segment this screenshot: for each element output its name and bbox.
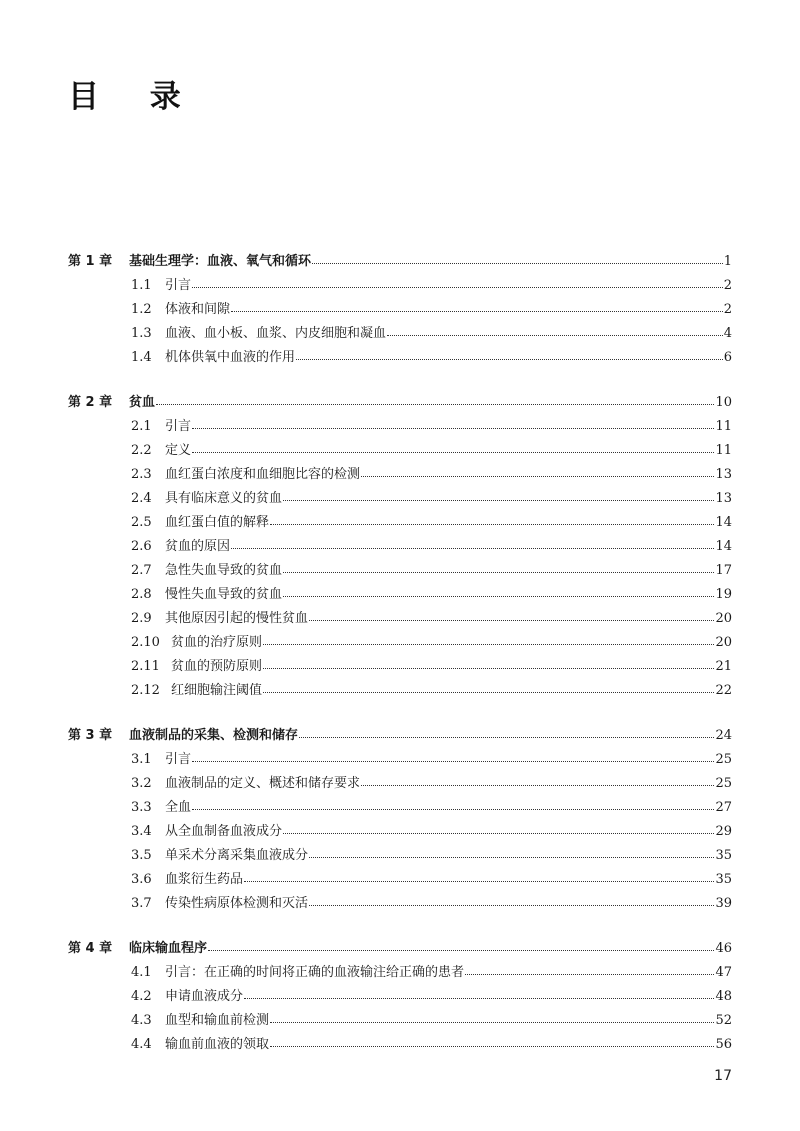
toc-section-entry bbox=[131, 346, 732, 370]
toc-section-entry bbox=[131, 655, 732, 679]
toc-entry-title: 输血前血液的领取 bbox=[165, 1037, 270, 1052]
toc-entry-page: 56 bbox=[715, 1037, 732, 1052]
toc-dot-leader bbox=[283, 571, 714, 573]
toc-dot-leader bbox=[156, 403, 714, 405]
toc-entry-page: 13 bbox=[715, 467, 732, 482]
toc-entry-title: 血液、血小板、血浆、内皮细胞和凝血 bbox=[165, 326, 387, 341]
toc-section-entry bbox=[131, 631, 732, 655]
toc-dot-leader bbox=[296, 358, 723, 360]
toc-entry-title: 贫血的预防原则 bbox=[171, 659, 263, 674]
toc-entry-title: 急性失血导致的贫血 bbox=[165, 563, 283, 578]
toc-dot-leader bbox=[244, 997, 714, 999]
toc-dot-leader bbox=[283, 595, 714, 597]
toc-entry-title: 贫血的原因 bbox=[165, 539, 231, 554]
toc-section-entry bbox=[131, 748, 732, 772]
toc-dot-leader bbox=[263, 643, 714, 645]
toc-entry-number: 2.9 bbox=[131, 611, 152, 626]
toc-section-entry bbox=[131, 985, 732, 1009]
toc-entry-number: 第 3 章 bbox=[68, 728, 113, 743]
toc-entry-title: 机体供氧中血液的作用 bbox=[165, 350, 296, 365]
toc-section-entry bbox=[131, 820, 732, 844]
toc-dot-leader bbox=[263, 691, 714, 693]
toc-entry-page: 20 bbox=[715, 635, 732, 650]
toc-dot-leader bbox=[192, 808, 714, 810]
toc-chapter-entry bbox=[68, 724, 732, 748]
toc-entry-page: 6 bbox=[723, 350, 732, 365]
toc-section-entry bbox=[131, 892, 732, 916]
toc-entry-number: 4.2 bbox=[131, 989, 152, 1004]
toc-entry-number: 第 1 章 bbox=[68, 254, 113, 269]
toc-dot-leader bbox=[309, 619, 714, 621]
toc-entry-page: 1 bbox=[723, 254, 732, 269]
toc-entry-page: 11 bbox=[715, 443, 732, 458]
toc-section-entry bbox=[131, 679, 732, 703]
toc-entry-page: 52 bbox=[715, 1013, 732, 1028]
toc-entry-title: 从全血制备血液成分 bbox=[165, 824, 283, 839]
toc-entry-page: 2 bbox=[723, 302, 732, 317]
toc-chapter-entry bbox=[68, 391, 732, 415]
toc-entry-title: 全血 bbox=[165, 800, 192, 815]
toc-entry-title: 引言 bbox=[165, 752, 192, 767]
toc-entry-title: 血浆衍生药品 bbox=[165, 872, 244, 887]
toc-entry-page: 29 bbox=[715, 824, 732, 839]
toc-entry-title: 临床输血程序 bbox=[129, 941, 208, 956]
toc-section-entry bbox=[131, 844, 732, 868]
toc-section-entry bbox=[131, 415, 732, 439]
toc-entry-number: 2.2 bbox=[131, 443, 152, 458]
toc-dot-leader bbox=[192, 286, 723, 288]
toc-section-entry bbox=[131, 583, 732, 607]
toc-entry-title: 引言 bbox=[165, 419, 192, 434]
toc-entry-title: 血红蛋白浓度和血细胞比容的检测 bbox=[165, 467, 361, 482]
toc-entry-number: 2.3 bbox=[131, 467, 152, 482]
toc-entry-title: 定义 bbox=[165, 443, 192, 458]
toc-chapter-entry bbox=[68, 937, 732, 961]
toc-entry-page: 35 bbox=[715, 872, 732, 887]
toc-chapter-entry bbox=[68, 250, 732, 274]
toc-entry-page: 11 bbox=[715, 419, 732, 434]
toc-entry-number: 1.3 bbox=[131, 326, 152, 341]
toc-entry-title: 贫血 bbox=[129, 395, 156, 410]
toc-entry-page: 20 bbox=[715, 611, 732, 626]
toc-entry-page: 46 bbox=[715, 941, 732, 956]
toc-entry-page: 25 bbox=[715, 752, 732, 767]
toc-entry-title: 血红蛋白值的解释 bbox=[165, 515, 270, 530]
toc-dot-leader bbox=[270, 1045, 714, 1047]
toc-section-entry bbox=[131, 439, 732, 463]
toc-dot-leader bbox=[270, 523, 714, 525]
toc-entry-number: 1.2 bbox=[131, 302, 152, 317]
toc-dot-leader bbox=[192, 451, 714, 453]
toc-entry-title: 贫血的治疗原则 bbox=[171, 635, 263, 650]
toc-section-entry bbox=[131, 322, 732, 346]
toc-entry-title: 引言：在正确的时间将正确的血液输注给正确的患者 bbox=[165, 965, 465, 980]
toc-entry-page: 24 bbox=[715, 728, 732, 743]
toc-dot-leader bbox=[270, 1021, 714, 1023]
toc-entry-number: 2.11 bbox=[131, 659, 160, 674]
toc-entry-title: 基础生理学：血液、氧气和循环 bbox=[129, 254, 312, 269]
toc-entry-number: 3.3 bbox=[131, 800, 152, 815]
toc-dot-leader bbox=[244, 880, 714, 882]
toc-entry-number: 4.3 bbox=[131, 1013, 152, 1028]
toc-entry-number: 2.5 bbox=[131, 515, 152, 530]
toc-section-entry bbox=[131, 535, 732, 559]
toc-dot-leader bbox=[231, 547, 714, 549]
toc-entry-number: 2.6 bbox=[131, 539, 152, 554]
toc-dot-leader bbox=[263, 667, 714, 669]
toc-entry-number: 2.4 bbox=[131, 491, 152, 506]
toc-dot-leader bbox=[309, 856, 714, 858]
toc-dot-leader bbox=[208, 949, 714, 951]
toc-section-entry bbox=[131, 463, 732, 487]
toc-entry-page: 39 bbox=[715, 896, 732, 911]
toc-entry-number: 3.4 bbox=[131, 824, 152, 839]
toc-entry-page: 47 bbox=[715, 965, 732, 980]
toc-entry-page: 25 bbox=[715, 776, 732, 791]
toc-section-entry bbox=[131, 511, 732, 535]
toc-section-entry bbox=[131, 772, 732, 796]
toc-entry-number: 2.8 bbox=[131, 587, 152, 602]
toc-entry-page: 48 bbox=[715, 989, 732, 1004]
toc-dot-leader bbox=[283, 499, 714, 501]
toc-entry-page: 21 bbox=[715, 659, 732, 674]
toc-entry-title: 申请血液成分 bbox=[165, 989, 244, 1004]
page-title: 目 录 bbox=[68, 79, 201, 115]
toc-entry-page: 19 bbox=[715, 587, 732, 602]
toc-entry-page: 22 bbox=[715, 683, 732, 698]
toc-dot-leader bbox=[361, 784, 714, 786]
toc-section-entry bbox=[131, 1033, 732, 1057]
toc-section-entry bbox=[131, 298, 732, 322]
toc-dot-leader bbox=[387, 334, 723, 336]
toc-dot-leader bbox=[283, 832, 714, 834]
toc-section-entry bbox=[131, 274, 732, 298]
toc-section-entry bbox=[131, 607, 732, 631]
toc-entry-title: 其他原因引起的慢性贫血 bbox=[165, 611, 309, 626]
toc-entry-number: 第 2 章 bbox=[68, 395, 113, 410]
toc-entry-number: 2.10 bbox=[131, 635, 160, 650]
toc-dot-leader bbox=[192, 427, 714, 429]
toc-entry-number: 3.6 bbox=[131, 872, 152, 887]
toc-entry-page: 14 bbox=[715, 515, 732, 530]
toc-dot-leader bbox=[231, 310, 723, 312]
toc-section-entry bbox=[131, 796, 732, 820]
toc-section-entry bbox=[131, 868, 732, 892]
toc-entry-number: 4.4 bbox=[131, 1037, 152, 1052]
toc-section-entry bbox=[131, 559, 732, 583]
toc-entry-number: 1.1 bbox=[131, 278, 152, 293]
toc-entry-number: 1.4 bbox=[131, 350, 152, 365]
toc-dot-leader bbox=[299, 736, 714, 738]
toc-entry-number: 3.5 bbox=[131, 848, 152, 863]
toc-entry-page: 2 bbox=[723, 278, 732, 293]
toc-section-entry bbox=[131, 1009, 732, 1033]
toc-dot-leader bbox=[192, 760, 714, 762]
toc-entry-title: 血液制品的采集、检测和储存 bbox=[129, 728, 299, 743]
toc-entry-title: 体液和间隙 bbox=[165, 302, 231, 317]
toc-entry-page: 17 bbox=[715, 563, 732, 578]
toc-entry-title: 血型和输血前检测 bbox=[165, 1013, 270, 1028]
toc-entry-number: 第 4 章 bbox=[68, 941, 113, 956]
toc-entry-page: 27 bbox=[715, 800, 732, 815]
toc-dot-leader bbox=[465, 973, 714, 975]
toc-entry-page: 10 bbox=[715, 395, 732, 410]
toc-section-entry bbox=[131, 487, 732, 511]
toc-entry-title: 具有临床意义的贫血 bbox=[165, 491, 283, 506]
toc-section-entry bbox=[131, 961, 732, 985]
toc-entry-title: 慢性失血导致的贫血 bbox=[165, 587, 283, 602]
toc-dot-leader bbox=[312, 262, 723, 264]
toc-entry-number: 2.1 bbox=[131, 419, 152, 434]
page-number: 17 bbox=[714, 1068, 732, 1084]
toc-entry-title: 红细胞输注阈值 bbox=[171, 683, 263, 698]
toc-entry-page: 13 bbox=[715, 491, 732, 506]
toc-entry-page: 35 bbox=[715, 848, 732, 863]
toc-entry-number: 4.1 bbox=[131, 965, 152, 980]
toc-entry-title: 单采术分离采集血液成分 bbox=[165, 848, 309, 863]
toc-dot-leader bbox=[309, 904, 714, 906]
toc-entry-number: 2.7 bbox=[131, 563, 152, 578]
toc-entry-page: 4 bbox=[723, 326, 732, 341]
toc-entry-title: 引言 bbox=[165, 278, 192, 293]
toc-entry-page: 14 bbox=[715, 539, 732, 554]
toc-entry-title: 传染性病原体检测和灭活 bbox=[165, 896, 309, 911]
toc-dot-leader bbox=[361, 475, 714, 477]
toc-entry-number: 2.12 bbox=[131, 683, 160, 698]
toc-entry-number: 3.1 bbox=[131, 752, 152, 767]
toc-entry-title: 血液制品的定义、概述和储存要求 bbox=[165, 776, 361, 791]
toc-entry-number: 3.7 bbox=[131, 896, 152, 911]
toc-entry-number: 3.2 bbox=[131, 776, 152, 791]
